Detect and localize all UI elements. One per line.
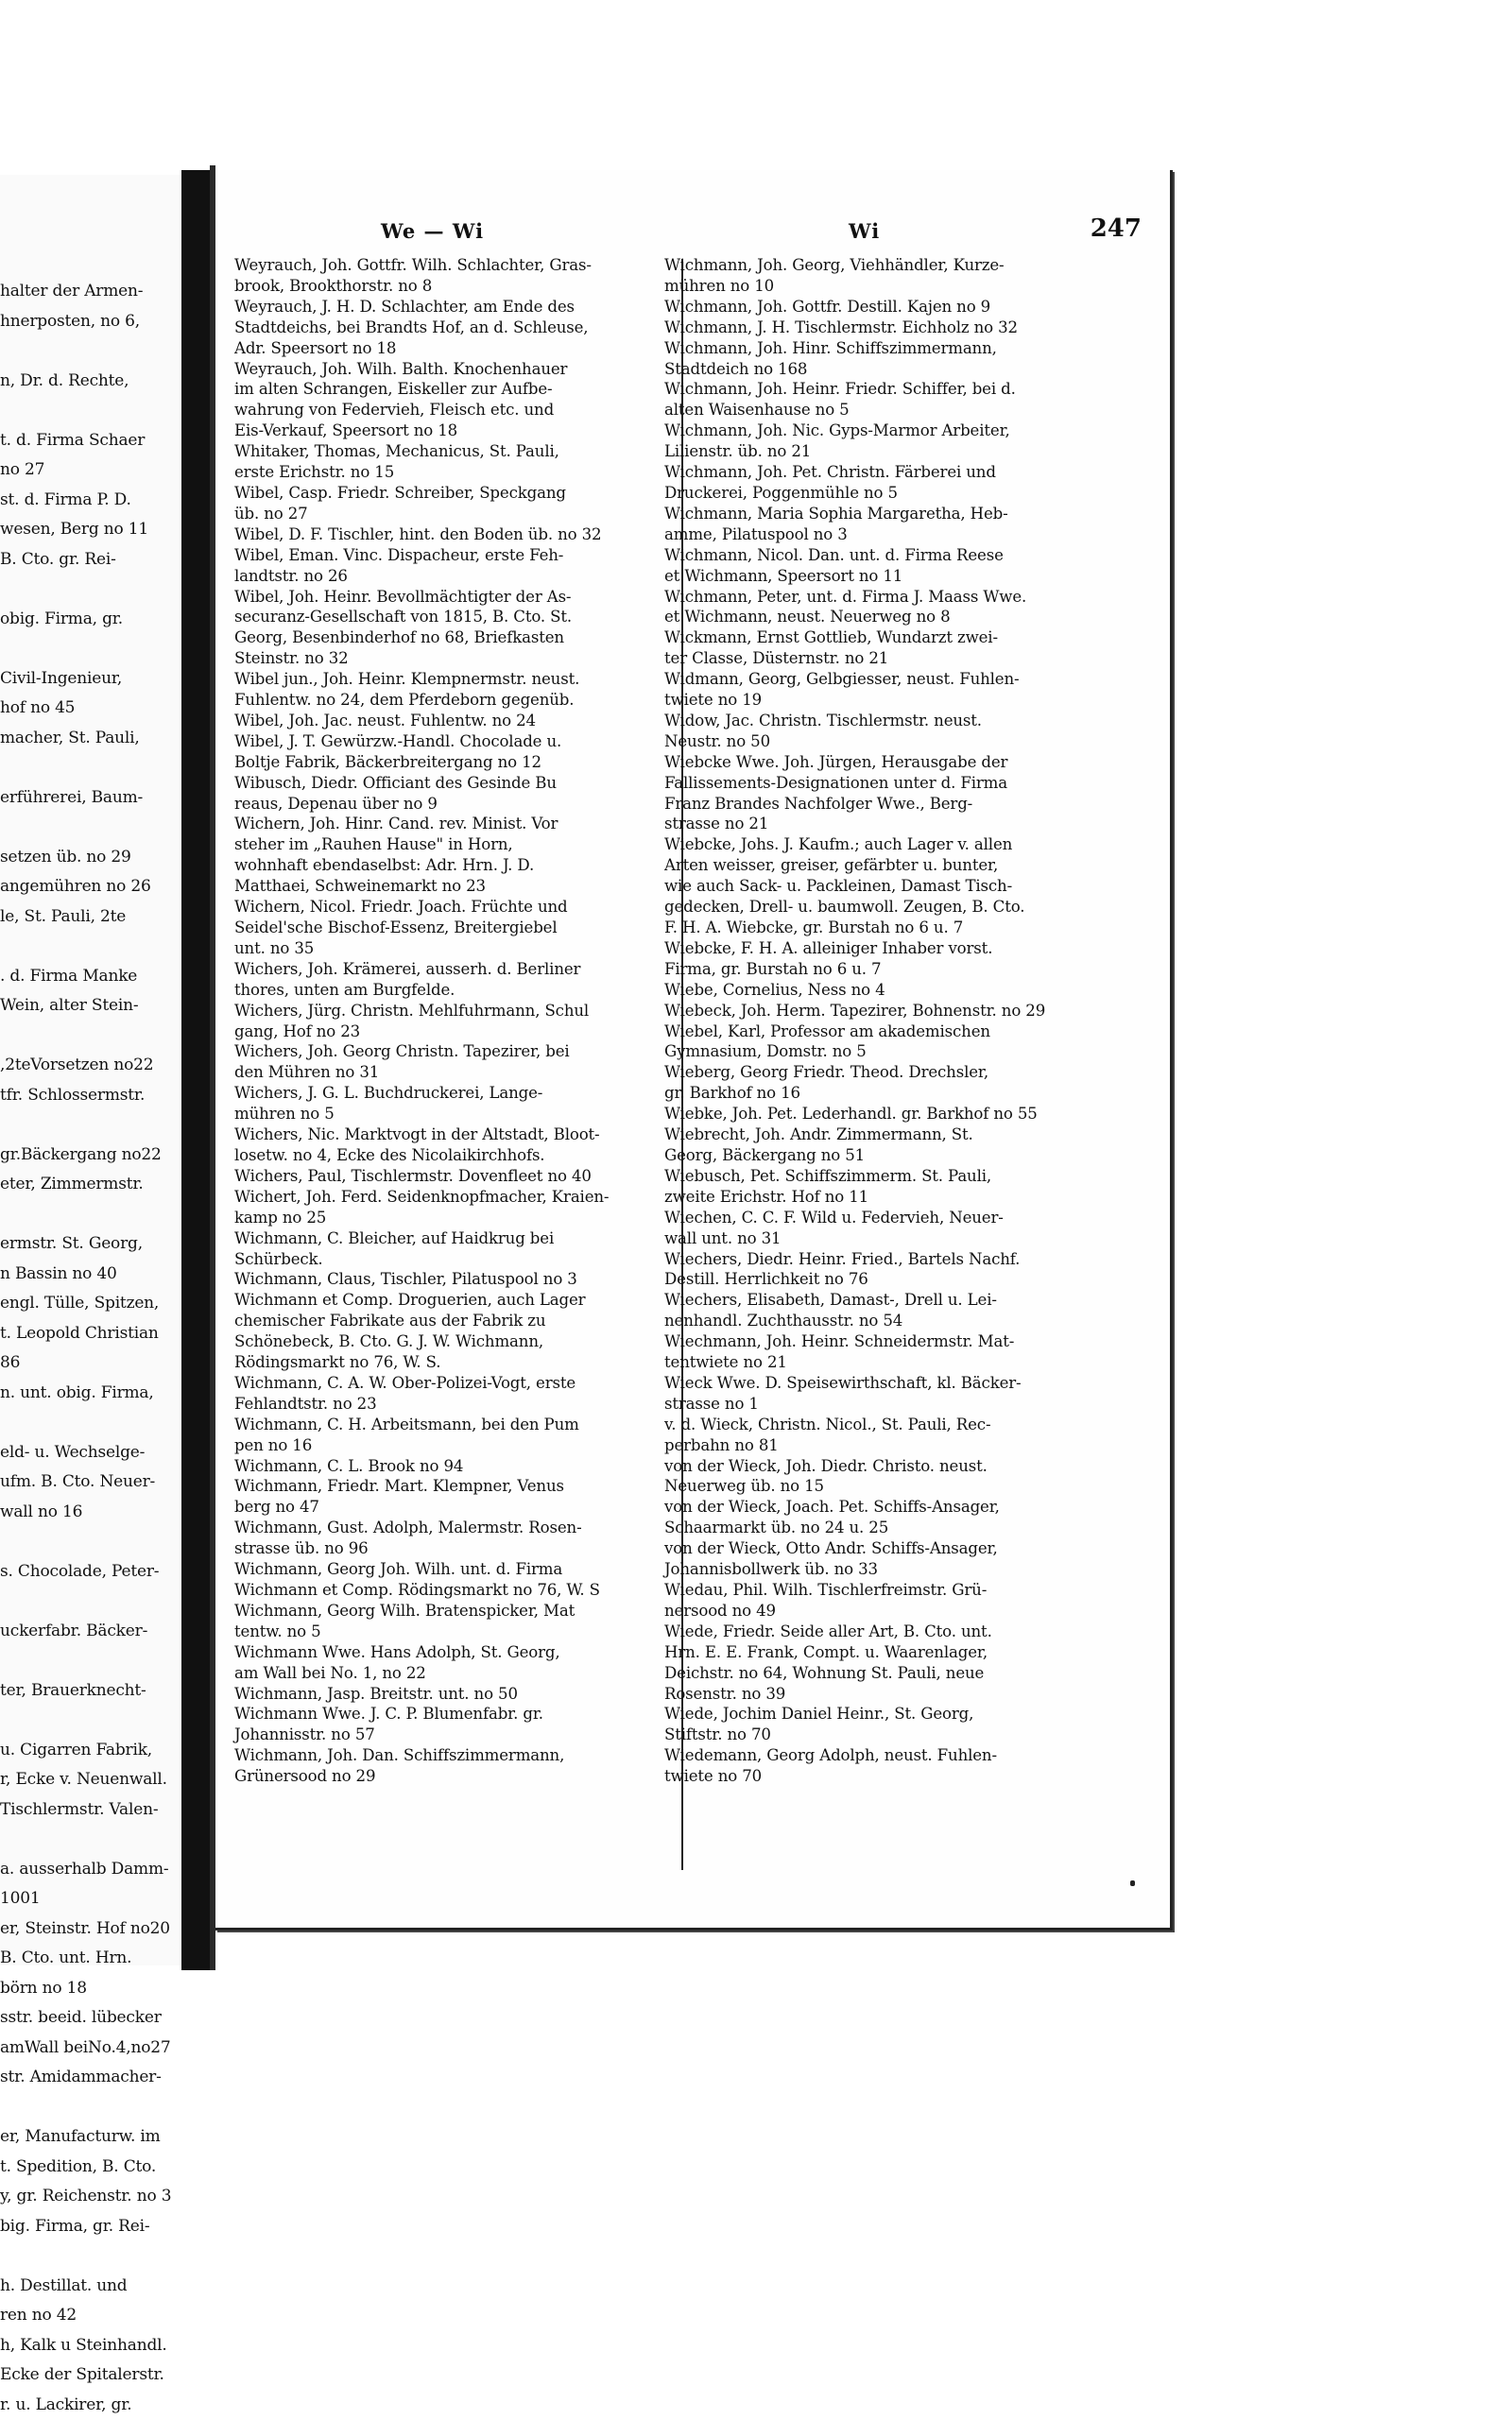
directory-entry-line: Stadtdeichs, bei Brandts Hof, an d. Schleuse, (234, 318, 669, 338)
directory-entry-line: steher im „Rauhen Hause" in Horn, (234, 834, 669, 855)
directory-entry-line: Wichmann et Comp. Droguerien, auch Lager (234, 1290, 669, 1311)
margin-text-line (0, 575, 180, 605)
directory-entry-line: Wichers, Paul, Tischlermstr. Dovenfleet no 40 (234, 1166, 669, 1187)
directory-entry-line: Franz Brandes Nachfolger Wwe., Berg- (664, 794, 1099, 815)
directory-entry-line: Wichmann, Peter, unt. d. Firma J. Maass Wwe. (664, 587, 1099, 608)
directory-entry-line: Wichmann, Joh. Gottfr. Destill. Kajen no 9 (664, 297, 1099, 318)
directory-entry-line: Wichern, Nicol. Friedr. Joach. Früchte und (234, 897, 669, 918)
directory-entry-line: Rosenstr. no 39 (664, 1684, 1099, 1705)
directory-entry-line: Weyrauch, Joh. Wilh. Balth. Knochenhauer (234, 359, 669, 380)
margin-text-line: st. d. Firma P. D. (0, 486, 180, 516)
margin-text-line: Ecke der Spitalerstr. (0, 2360, 180, 2391)
directory-entry-line: Wibel, D. F. Tischler, hint. den Boden üb. no 32 (234, 524, 669, 545)
directory-entry-line: Wichmann, Gust. Adolph, Malermstr. Rosen- (234, 1518, 669, 1538)
margin-text-line (0, 634, 180, 664)
directory-entry-line: Wibel, Casp. Friedr. Schreiber, Speckgang (234, 483, 669, 504)
margin-text-line: ufm. B. Cto. Neuer- (0, 1467, 180, 1498)
directory-entry-line: Wiechers, Elisabeth, Damast-, Drell u. Lei- (664, 1290, 1099, 1311)
directory-entry-line: Matthaei, Schweinemarkt no 23 (234, 876, 669, 897)
margin-text-line: tfr. Schlossermstr. (0, 1081, 180, 1111)
directory-entry-line: tentwiete no 21 (664, 1352, 1099, 1373)
directory-entry-line: Wiebke, Joh. Pet. Lederhandl. gr. Barkhof no 55 (664, 1104, 1099, 1124)
margin-text-line: r, Ecke v. Neuenwall. (0, 1765, 180, 1795)
directory-entry-line: Wibel, Joh. Heinr. Bevollmächtigter der As- (234, 587, 669, 608)
directory-entry-line: twiete no 19 (664, 690, 1099, 711)
directory-entry-line: Wichmann, Maria Sophia Margaretha, Heb- (664, 504, 1099, 524)
directory-entry-line: reaus, Depenau über no 9 (234, 794, 669, 815)
directory-entry-line: Seidel'sche Bischof-Essenz, Breitergiebel (234, 918, 669, 938)
margin-text-line: setzen üb. no 29 (0, 843, 180, 873)
margin-text-line: n Bassin no 40 (0, 1260, 180, 1290)
margin-text-line (0, 932, 180, 962)
directory-entry-line: securanz-Gesellschaft von 1815, B. Cto. St. (234, 607, 669, 627)
directory-entry-line: Wichmann, C. H. Arbeitsmann, bei den Pum (234, 1415, 669, 1435)
margin-text-line: big. Firma, gr. Rei- (0, 2212, 180, 2242)
directory-entry-line: Wichmann Wwe. Hans Adolph, St. Georg, (234, 1642, 669, 1663)
directory-entry-line: von der Wieck, Otto Andr. Schiffs-Ansager, (664, 1538, 1099, 1559)
directory-entry-line: Schürbeck. (234, 1249, 669, 1270)
margin-text-line: ,2teVorsetzen no22 (0, 1051, 180, 1081)
margin-text-line (0, 1021, 180, 1052)
margin-text-line: amWall beiNo.4,no27 (0, 2034, 180, 2064)
left-column (234, 255, 669, 1787)
margin-text-line: a. ausserhalb Damm- (0, 1855, 180, 1885)
directory-entry-line: Wibel, Joh. Jac. neust. Fuhlentw. no 24 (234, 711, 669, 731)
directory-entry-line: Grünersood no 29 (234, 1766, 669, 1787)
margin-text-line: er, Steinstr. Hof no20 (0, 1914, 180, 1945)
directory-entry-line: Wiebcke, F. H. A. alleiniger Inhaber vorst. (664, 938, 1099, 959)
directory-entry-line: Wiebcke Wwe. Joh. Jürgen, Herausgabe der (664, 752, 1099, 773)
directory-entry-line: wall unt. no 31 (664, 1228, 1099, 1249)
directory-entry-line: F. H. A. Wiebcke, gr. Burstah no 6 u. 7 (664, 918, 1099, 938)
margin-text-line: ren no 42 (0, 2301, 180, 2331)
margin-text-line: obig. Firma, gr. (0, 605, 180, 635)
book-gutter-shadow (181, 170, 210, 1970)
directory-entry-line: Wibel, J. T. Gewürzw.-Handl. Chocolade u. (234, 731, 669, 752)
directory-entry-line: Neuerweg üb. no 15 (664, 1476, 1099, 1497)
margin-text-line (0, 1587, 180, 1617)
directory-entry-line: unt. no 35 (234, 938, 669, 959)
directory-entry-line: zweite Erichstr. Hof no 11 (664, 1187, 1099, 1208)
directory-entry-line: Wichern, Joh. Hinr. Cand. rev. Minist. Vor (234, 814, 669, 834)
directory-entry-line: Deichstr. no 64, Wohnung St. Pauli, neue (664, 1663, 1099, 1684)
directory-entry-line: Widmann, Georg, Gelbgiesser, neust. Fuhlen- (664, 669, 1099, 690)
directory-entry-line: Wiede, Friedr. Seide aller Art, B. Cto. unt. (664, 1622, 1099, 1642)
directory-entry-line: wahrung von Federvieh, Fleisch etc. und (234, 400, 669, 420)
margin-text-line (0, 1110, 180, 1141)
margin-text-line: hof no 45 (0, 694, 180, 724)
directory-entry-line: Wichmann, Jasp. Breitstr. unt. no 50 (234, 1684, 669, 1705)
margin-text-line (0, 2241, 180, 2272)
margin-text-line (0, 813, 180, 843)
directory-entry-line: Hrn. E. E. Frank, Compt. u. Waarenlager, (664, 1642, 1099, 1663)
margin-text-line: n, Dr. d. Rechte, (0, 367, 180, 397)
directory-entry-line: Wichmann, Joh. Georg, Viehhändler, Kurze- (664, 255, 1099, 276)
margin-text-line: wall no 16 (0, 1498, 180, 1528)
directory-entry-line: Wieck Wwe. D. Speisewirthschaft, kl. Bäcker- (664, 1373, 1099, 1394)
directory-entry-line: Wichmann, Georg Joh. Wilh. unt. d. Firma (234, 1559, 669, 1580)
margin-text-line (0, 2093, 180, 2123)
margin-text-line: hnerposten, no 6, (0, 307, 180, 337)
directory-entry-line: Georg, Bäckergang no 51 (664, 1145, 1099, 1166)
margin-text-line: n. unt. obig. Firma, (0, 1379, 180, 1409)
margin-text-line: uckerfabr. Bäcker- (0, 1617, 180, 1647)
margin-text-line: macher, St. Pauli, (0, 724, 180, 754)
directory-entry-line: Wichmann et Comp. Rödingsmarkt no 76, W. S (234, 1580, 669, 1601)
directory-entry-line: amme, Pilatuspool no 3 (664, 524, 1099, 545)
margin-text-line: 1001 (0, 1884, 180, 1914)
directory-entry-line: thores, unten am Burgfelde. (234, 980, 669, 1001)
directory-entry-line: Wichmann, Nicol. Dan. unt. d. Firma Reese (664, 545, 1099, 566)
directory-entry-line: Wiebusch, Pet. Schiffszimmerm. St. Pauli, (664, 1166, 1099, 1187)
directory-entry-line: Wiedau, Phil. Wilh. Tischlerfreimstr. Grü- (664, 1580, 1099, 1601)
directory-entry-line: nersood no 49 (664, 1601, 1099, 1622)
margin-text-line: r. u. Lackirer, gr. (0, 2391, 180, 2420)
directory-entry-line: von der Wieck, Joach. Pet. Schiffs-Ansager, (664, 1497, 1099, 1518)
directory-entry-line: Wichers, Jürg. Christn. Mehlfuhrmann, Schul (234, 1001, 669, 1021)
directory-entry-line: Georg, Besenbinderhof no 68, Briefkasten (234, 627, 669, 648)
directory-entry-line: strasse üb. no 96 (234, 1538, 669, 1559)
directory-entry-line: Lilienstr. üb. no 21 (664, 441, 1099, 462)
directory-entry-line: Wibel, Eman. Vinc. Dispacheur, erste Feh- (234, 545, 669, 566)
margin-text-line (0, 1706, 180, 1736)
directory-entry-line: landtstr. no 26 (234, 566, 669, 587)
margin-text-line: eter, Zimmermstr. (0, 1170, 180, 1200)
directory-entry-line: Stadtdeich no 168 (664, 359, 1099, 380)
directory-entry-line: Schönebeck, B. Cto. G. J. W. Wichmann, (234, 1331, 669, 1352)
margin-text-line: halter der Armen- (0, 277, 180, 307)
directory-entry-line: Wiebrecht, Joh. Andr. Zimmermann, St. (664, 1124, 1099, 1145)
directory-entry-line: den Mühren no 31 (234, 1062, 669, 1083)
directory-entry-line: Johannisstr. no 57 (234, 1725, 669, 1745)
directory-entry-line: Destill. Herrlichkeit no 76 (664, 1269, 1099, 1290)
margin-text-line: Wein, alter Stein- (0, 991, 180, 1021)
directory-entry-line: Wichmann, J. H. Tischlermstr. Eichholz no 32 (664, 318, 1099, 338)
directory-entry-line: gang, Hof no 23 (234, 1021, 669, 1042)
margin-text-line: Civil-Ingenieur, (0, 664, 180, 695)
directory-entry-line: Wiedemann, Georg Adolph, neust. Fuhlen- (664, 1745, 1099, 1766)
margin-text-line: t. Spedition, B. Cto. (0, 2153, 180, 2183)
directory-entry-line: et Wichmann, neust. Neuerweg no 8 (664, 607, 1099, 627)
directory-entry-line: gedecken, Drell- u. baumwoll. Zeugen, B. Cto. (664, 897, 1099, 918)
margin-text-line: angemühren no 26 (0, 872, 180, 902)
directory-entry-line: kamp no 25 (234, 1208, 669, 1228)
margin-text-line: Tischlermstr. Valen- (0, 1795, 180, 1826)
directory-entry-line: Wichmann, C. L. Brook no 94 (234, 1456, 669, 1477)
directory-entry-line: Wiechers, Diedr. Heinr. Fried., Bartels Nachf. (664, 1249, 1099, 1270)
directory-entry-line: Gymnasium, Domstr. no 5 (664, 1041, 1099, 1062)
margin-text-line: t. Leopold Christian (0, 1319, 180, 1349)
directory-entry-line: Eis-Verkauf, Speersort no 18 (234, 420, 669, 441)
directory-entry-line: Wibel jun., Joh. Heinr. Klempnermstr. neust. (234, 669, 669, 690)
page-number: 247 (1091, 215, 1142, 243)
directory-entry-line: Wiechmann, Joh. Heinr. Schneidermstr. Mat- (664, 1331, 1099, 1352)
margin-text-line: ermstr. St. Georg, (0, 1229, 180, 1260)
right-column (664, 255, 1099, 1787)
margin-text-line: ter, Brauerknecht- (0, 1676, 180, 1707)
margin-text-line: er, Manufacturw. im (0, 2122, 180, 2153)
directory-entry-line: Wichmann, C. A. W. Ober-Polizei-Vogt, erste (234, 1373, 669, 1394)
directory-entry-line: ter Classe, Düsternstr. no 21 (664, 648, 1099, 669)
directory-entry-line: am Wall bei No. 1, no 22 (234, 1663, 669, 1684)
directory-entry-line: strasse no 1 (664, 1394, 1099, 1415)
directory-entry-line: Fuhlentw. no 24, dem Pferdeborn gegenüb. (234, 690, 669, 711)
directory-entry-line: Whitaker, Thomas, Mechanicus, St. Pauli, (234, 441, 669, 462)
margin-text-line (0, 1527, 180, 1557)
directory-entry-line: Wichers, Joh. Krämerei, ausserh. d. Berliner (234, 959, 669, 980)
directory-entry-line: et Wichmann, Speersort no 11 (664, 566, 1099, 587)
margin-text-line: str. Amidammacher- (0, 2063, 180, 2093)
directory-entry-line: Wichmann, Joh. Heinr. Friedr. Schiffer, bei d. (664, 379, 1099, 400)
directory-entry-line: Wichers, Joh. Georg Christn. Tapezirer, bei (234, 1041, 669, 1062)
margin-text-line: engl. Tülle, Spitzen, (0, 1289, 180, 1319)
directory-entry-line: Wichmann, Georg Wilh. Bratenspicker, Mat (234, 1601, 669, 1622)
directory-entry-line: Boltje Fabrik, Bäckerbreitergang no 12 (234, 752, 669, 773)
directory-entry-line: nenhandl. Zuchthausstr. no 54 (664, 1311, 1099, 1331)
directory-entry-line: Wichmann, Joh. Dan. Schiffszimmermann, (234, 1745, 669, 1766)
directory-entry-line: Wieberg, Georg Friedr. Theod. Drechsler, (664, 1062, 1099, 1083)
margin-text-line: u. Cigarren Fabrik, (0, 1736, 180, 1766)
directory-entry-line: Wiede, Jochim Daniel Heinr., St. Georg, (664, 1704, 1099, 1725)
margin-text-line (0, 1200, 180, 1230)
directory-entry-line: Fehlandtstr. no 23 (234, 1394, 669, 1415)
directory-entry-line: Wiebeck, Joh. Herm. Tapezirer, Bohnenstr. no 29 (664, 1001, 1099, 1021)
directory-entry-line: Fallissements-Designationen unter d. Firma (664, 773, 1099, 794)
margin-text-line: erführerei, Baum- (0, 783, 180, 814)
directory-entry-line: Weyrauch, J. H. D. Schlachter, am Ende des (234, 297, 669, 318)
running-header-right: Wi (849, 219, 880, 243)
directory-entry-line: Wiebel, Karl, Professor am akademischen (664, 1021, 1099, 1042)
directory-entry-line: Wichmann, Claus, Tischler, Pilatuspool no 3 (234, 1269, 669, 1290)
directory-entry-line: im alten Schrangen, Eiskeller zur Aufbe- (234, 379, 669, 400)
margin-text-line: sstr. beeid. lübecker (0, 2003, 180, 2034)
directory-entry-line: Wichert, Joh. Ferd. Seidenknopfmacher, Kraien- (234, 1187, 669, 1208)
directory-entry-line: Stiftstr. no 70 (664, 1725, 1099, 1745)
directory-entry-line: Wichmann, Joh. Hinr. Schiffszimmermann, (664, 338, 1099, 359)
directory-entry-line: mühren no 10 (664, 276, 1099, 297)
margin-text-line: y, gr. Reichenstr. no 3 (0, 2182, 180, 2212)
directory-page (215, 170, 1173, 1931)
directory-entry-line: Wibusch, Diedr. Officiant des Gesinde Bu (234, 773, 669, 794)
directory-entry-line: Wichmann, C. Bleicher, auf Haidkrug bei (234, 1228, 669, 1249)
margin-text-line: 86 (0, 1348, 180, 1379)
margin-text-line: le, St. Pauli, 2te (0, 902, 180, 933)
running-header-left: We — Wi (381, 219, 484, 243)
margin-text-line (0, 336, 180, 367)
margin-text-line: s. Chocolade, Peter- (0, 1557, 180, 1588)
margin-text-line (0, 753, 180, 783)
margin-text-line: B. Cto. unt. Hrn. (0, 1944, 180, 1974)
directory-entry-line: chemischer Fabrikate aus der Fabrik zu (234, 1311, 669, 1331)
directory-entry-line: gr. Barkhof no 16 (664, 1083, 1099, 1104)
directory-entry-line: Widow, Jac. Christn. Tischlermstr. neust. (664, 711, 1099, 731)
directory-entry-line: Wichers, Nic. Marktvogt in der Altstadt, Bloot- (234, 1124, 669, 1145)
directory-entry-line: Wichmann Wwe. J. C. P. Blumenfabr. gr. (234, 1704, 669, 1725)
directory-entry-line: Schaarmarkt üb. no 24 u. 25 (664, 1518, 1099, 1538)
directory-entry-line: von der Wieck, Joh. Diedr. Christo. neust. (664, 1456, 1099, 1477)
directory-entry-line: Adr. Speersort no 18 (234, 338, 669, 359)
directory-entry-line: Wichers, J. G. L. Buchdruckerei, Lange- (234, 1083, 669, 1104)
directory-entry-line: Johannisbollwerk üb. no 33 (664, 1559, 1099, 1580)
directory-entry-line: Wiechen, C. C. F. Wild u. Federvieh, Neuer- (664, 1208, 1099, 1228)
margin-text-line: h. Destillat. und (0, 2272, 180, 2302)
margin-text-line: börn no 18 (0, 1974, 180, 2004)
margin-text-line: t. d. Firma Schaer (0, 426, 180, 456)
directory-entry-line: v. d. Wieck, Christn. Nicol., St. Pauli, Rec- (664, 1415, 1099, 1435)
directory-entry-line: Wichmann, Joh. Pet. Christn. Färberei und (664, 462, 1099, 483)
directory-entry-line: erste Erichstr. no 15 (234, 462, 669, 483)
directory-entry-line: Wichmann, Joh. Nic. Gyps-Marmor Arbeiter, (664, 420, 1099, 441)
directory-entry-line: Weyrauch, Joh. Gottfr. Wilh. Schlachter, Gras- (234, 255, 669, 276)
directory-entry-line: Wichmann, Friedr. Mart. Klempner, Venus (234, 1476, 669, 1497)
directory-entry-line: alten Waisenhause no 5 (664, 400, 1099, 420)
directory-entry-line: Neustr. no 50 (664, 731, 1099, 752)
ink-speck (1130, 1880, 1135, 1886)
margin-text-line: . d. Firma Manke (0, 962, 180, 992)
directory-entry-line: perbahn no 81 (664, 1435, 1099, 1456)
margin-text-line (0, 396, 180, 426)
directory-entry-line: twiete no 70 (664, 1766, 1099, 1787)
directory-entry-line: tentw. no 5 (234, 1622, 669, 1642)
directory-entry-line: mühren no 5 (234, 1104, 669, 1124)
directory-entry-line: Wiebe, Cornelius, Ness no 4 (664, 980, 1099, 1001)
margin-text-line: h, Kalk u Steinhandl. (0, 2331, 180, 2361)
directory-entry-line: berg no 47 (234, 1497, 669, 1518)
margin-text-line (0, 1646, 180, 1676)
directory-entry-line: Druckerei, Poggenmühle no 5 (664, 483, 1099, 504)
directory-entry-line: brook, Brookthorstr. no 8 (234, 276, 669, 297)
margin-text-line: no 27 (0, 455, 180, 486)
margin-text-line (0, 1825, 180, 1855)
margin-text-line (0, 1408, 180, 1438)
left-page-text (0, 277, 180, 2420)
directory-entry-line: Rödingsmarkt no 76, W. S. (234, 1352, 669, 1373)
directory-entry-line: Wiebcke, Johs. J. Kaufm.; auch Lager v. allen (664, 834, 1099, 855)
directory-entry-line: Arten weisser, greiser, gefärbter u. bunter, (664, 855, 1099, 876)
left-page-fragment (0, 175, 181, 1965)
directory-entry-line: Firma, gr. Burstah no 6 u. 7 (664, 959, 1099, 980)
margin-text-line: B. Cto. gr. Rei- (0, 545, 180, 575)
directory-entry-line: wie auch Sack- u. Packleinen, Damast Tisch- (664, 876, 1099, 897)
margin-text-line: eld- u. Wechselge- (0, 1438, 180, 1468)
margin-text-line: gr.Bäckergang no22 (0, 1141, 180, 1171)
margin-text-line: wesen, Berg no 11 (0, 515, 180, 545)
directory-entry-line: wohnhaft ebendaselbst: Adr. Hrn. J. D. (234, 855, 669, 876)
directory-entry-line: pen no 16 (234, 1435, 669, 1456)
directory-entry-line: üb. no 27 (234, 504, 669, 524)
directory-entry-line: losetw. no 4, Ecke des Nicolaikirchhofs. (234, 1145, 669, 1166)
directory-entry-line: strasse no 21 (664, 814, 1099, 834)
directory-entry-line: Wickmann, Ernst Gottlieb, Wundarzt zwei- (664, 627, 1099, 648)
directory-entry-line: Steinstr. no 32 (234, 648, 669, 669)
